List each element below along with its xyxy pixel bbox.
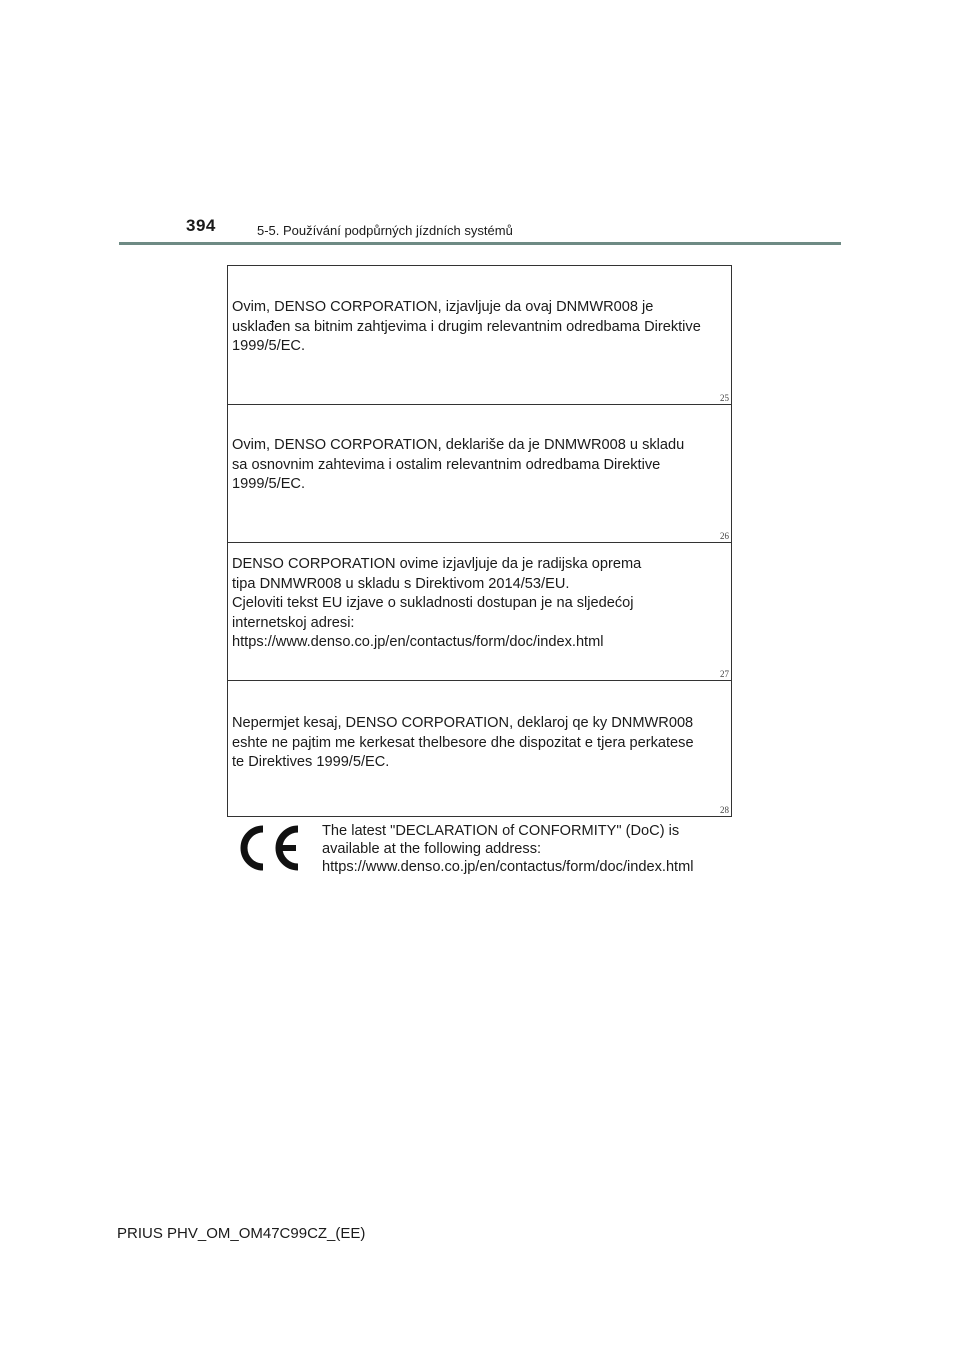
- notice-ref-number: 28: [720, 805, 729, 815]
- document-code: PRIUS PHV_OM_OM47C99CZ_(EE): [117, 1225, 366, 1242]
- notice-box: [227, 265, 732, 817]
- notice-text: Nepermjet kesaj, DENSO CORPORATION, deklaroj qe ky DNMWR008 eshte ne pajtim me kerkesat thelbesore dhe dispozitat e tjera perkatese te Direktives 1999/5/EC.: [232, 715, 694, 770]
- ce-mark-icon: [235, 823, 301, 873]
- notice-text: Ovim, DENSO CORPORATION, izjavljuje da ovaj DNMWR008 je usklađen sa bitnim zahtjevima i drugim relevantnim odredbama Direktive 1999/5/EC.: [232, 299, 701, 354]
- notice-ref-number: 25: [720, 393, 729, 403]
- notice-block-27: [228, 542, 731, 680]
- notice-text: Ovim, DENSO CORPORATION, deklariše da je DNMWR008 u skladu sa osnovnim zahtevima i ostalim relevantnim odredbama Direktive 1999/5/EC.: [232, 437, 685, 492]
- notice-text: DENSO CORPORATION ovime izjavljuje da je radijska oprema tipa DNMWR008 u skladu s Direktivom 2014/53/EU. Cjeloviti tekst EU izjave o sukladnosti dostupan je na sljedećoj internetskoj adresi: https://www.denso.co.jp/en/contactus/form/doc/index.html: [232, 556, 642, 650]
- notice-block-25: [228, 266, 731, 404]
- notice-block-28: [228, 680, 731, 816]
- section-title: 5-5. Používání podpůrných jízdních systémů: [257, 223, 513, 238]
- notice-ref-number: 27: [720, 669, 729, 679]
- notice-ref-number: 26: [720, 531, 729, 541]
- doc-availability-note: The latest "DECLARATION of CONFORMITY" (DoC) is available at the following address: https://www.denso.co.jp/en/contactus/form/doc/index.html: [322, 823, 694, 875]
- page-number: 394: [186, 216, 216, 235]
- header-rule: [119, 242, 841, 245]
- notice-block-26: [228, 404, 731, 542]
